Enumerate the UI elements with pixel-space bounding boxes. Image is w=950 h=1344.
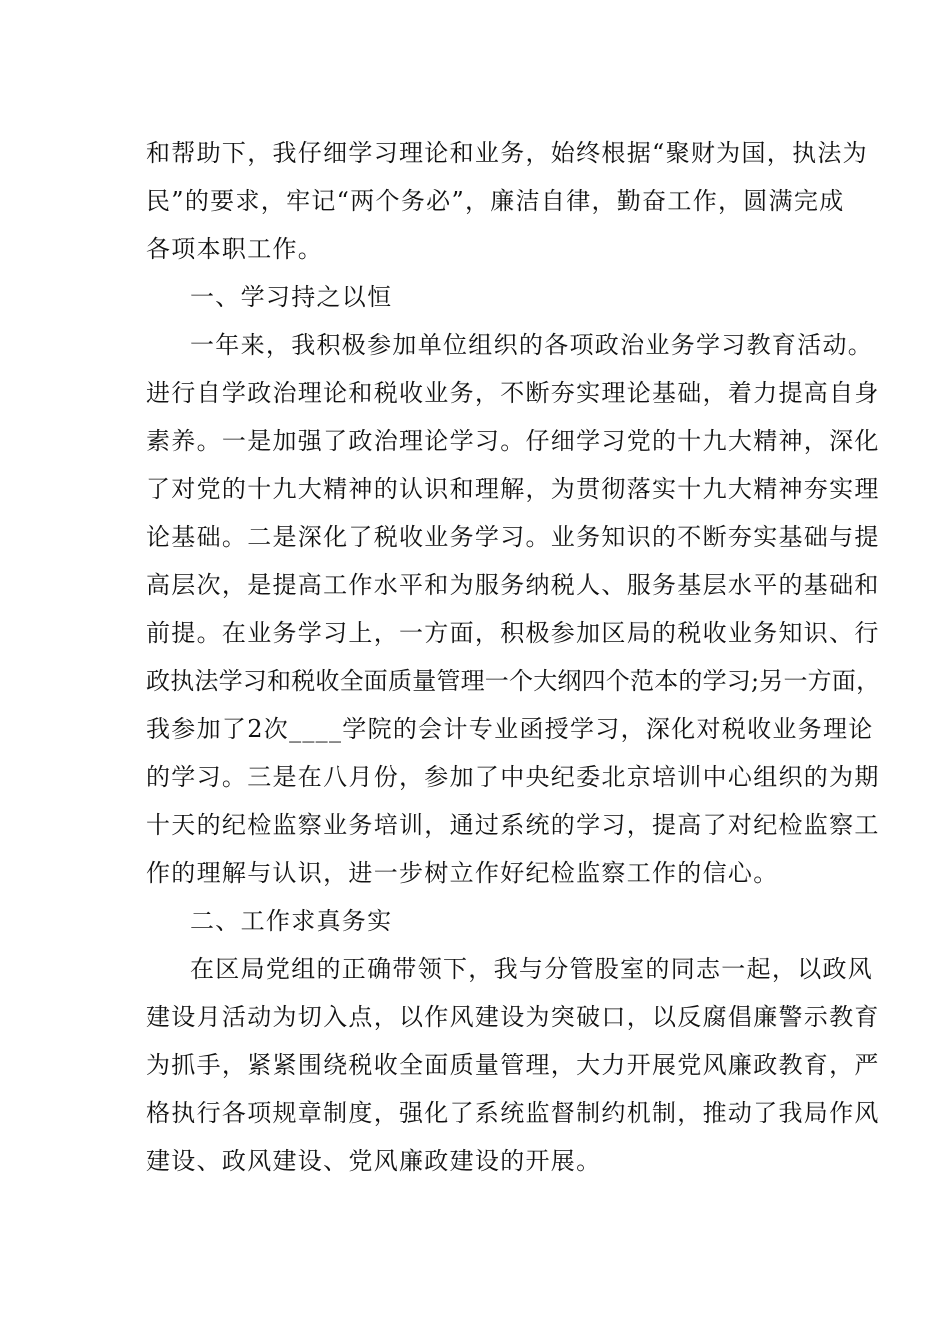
body-text-line: 高层次，是提高工作水平和为服务纳税人、服务基层水平的基础和 — [146, 571, 880, 599]
body-text-line: 民”的要求，牢记“两个务必”，廉洁自律，勤奋工作，圆满完成 — [146, 187, 845, 215]
body-text-line: 作的理解与认识，进一步树立作好纪检监察工作的信心。 — [146, 859, 779, 887]
body-text-line: 的学习。三是在八月份，参加了中央纪委北京培训中心组织的为期 — [146, 763, 880, 791]
body-text-line: 十天的纪检监察业务培训，通过系统的学习，提高了对纪检监察工 — [146, 811, 880, 839]
section-heading-2: 二、工作求真务实 — [190, 907, 393, 935]
body-text-line: 为抓手，紧紧围绕税收全面质量管理，大力开展党风廉政教育，严 — [146, 1051, 880, 1079]
paragraph-first-line: 一年来，我积极参加单位组织的各项政治业务学习教育活动。 — [190, 331, 874, 359]
body-text-line: 进行自学政治理论和税收业务，不断夯实理论基础，着力提高自身 — [146, 379, 880, 407]
body-text-line: 我参加了2次____学院的会计专业函授学习，深化对税收业务理论 — [146, 715, 874, 743]
body-text-line: 和帮助下，我仔细学习理论和业务，始终根据“聚财为国，执法为 — [146, 139, 868, 167]
body-text-line: 前提。在业务学习上，一方面，积极参加区局的税收业务知识、行 — [146, 619, 880, 647]
body-text-line: 建设、政风建设、党风廉政建设的开展。 — [146, 1147, 602, 1175]
body-text-line: 素养。一是加强了政治理论学习。仔细学习党的十九大精神，深化 — [146, 427, 880, 455]
body-text-line: 论基础。二是深化了税收业务学习。业务知识的不断夯实基础与提 — [146, 523, 880, 551]
body-text-line: 建设月活动为切入点，以作风建设为突破口，以反腐倡廉警示教育 — [146, 1003, 880, 1031]
section-heading-1: 一、学习持之以恒 — [190, 283, 393, 311]
body-text-line: 政执法学习和税收全面质量管理一个大纲四个范本的学习;另一方面， — [146, 667, 881, 695]
paragraph-first-line: 在区局党组的正确带领下，我与分管股室的同志一起，以政风 — [190, 955, 874, 983]
body-text-line: 格执行各项规章制度，强化了系统监督制约机制，推动了我局作风 — [146, 1099, 880, 1127]
body-text-line: 各项本职工作。 — [146, 235, 324, 263]
body-text-line: 了对党的十九大精神的认识和理解，为贯彻落实十九大精神夯实理 — [146, 475, 880, 503]
